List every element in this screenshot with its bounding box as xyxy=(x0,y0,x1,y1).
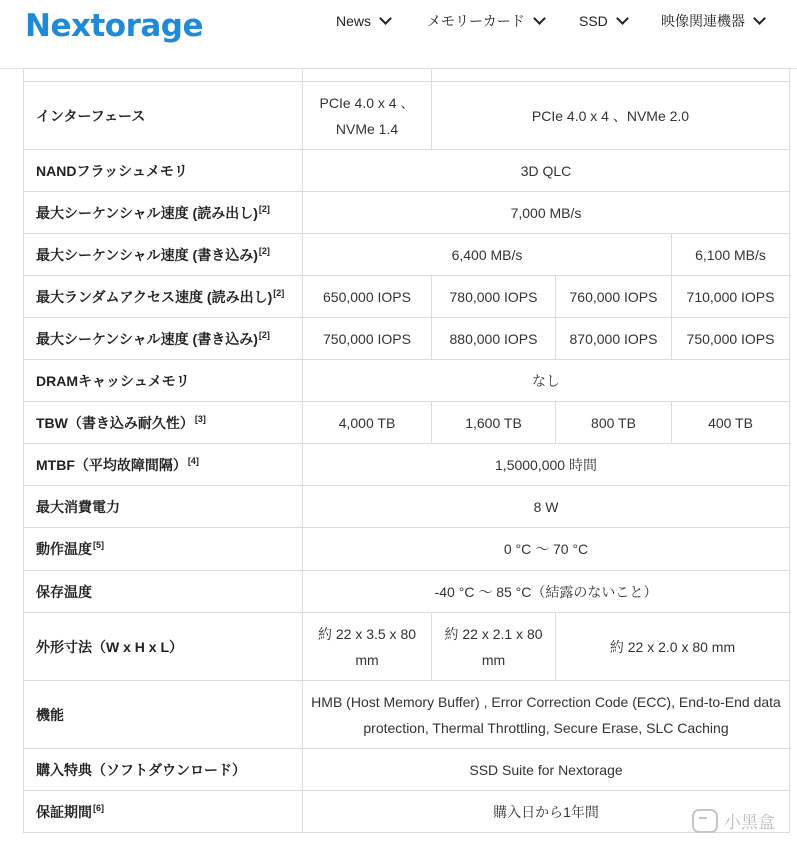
chevron-down-icon xyxy=(753,12,766,25)
footnote-link[interactable]: [2] xyxy=(258,203,270,214)
table-row xyxy=(24,82,790,150)
warranty-label xyxy=(24,791,303,833)
seq-read-value: 7,000 MB/s xyxy=(303,192,790,234)
table-row xyxy=(24,402,790,444)
rand-write-value: 750,000 IOPS xyxy=(672,318,790,360)
table-row xyxy=(24,444,790,486)
rand-read-value: 760,000 IOPS xyxy=(556,276,672,318)
op-temp-value: 0 °C ～ 70 °C xyxy=(303,528,790,571)
features-label: 機能 xyxy=(24,681,303,749)
op-temp-label xyxy=(24,528,303,571)
footnote-link[interactable]: [3] xyxy=(194,413,206,424)
table-row xyxy=(24,486,790,528)
table-row xyxy=(24,360,790,402)
rand-write-value: 870,000 IOPS xyxy=(556,318,672,360)
nav-video-equipment-label: 映像関連機器 xyxy=(661,13,745,29)
mtbf-label xyxy=(24,444,303,486)
rand-write-value: 750,000 IOPS xyxy=(303,318,432,360)
spec-table xyxy=(23,68,790,833)
footnote-link[interactable]: [2] xyxy=(258,245,270,256)
power-label: 最大消費電力 xyxy=(24,486,303,528)
nextorage-logo[interactable]: Nextorage xyxy=(25,8,204,44)
rand-write-label-text: 最大シーケンシャル速度 (書き込み) xyxy=(36,330,258,347)
dram-label: DRAMキャッシュメモリ xyxy=(24,360,303,402)
nav-ssd[interactable] xyxy=(579,11,627,31)
footnote-link[interactable]: [2] xyxy=(273,287,285,298)
rand-write-value: 880,000 IOPS xyxy=(432,318,556,360)
table-row xyxy=(24,234,790,276)
nav-news[interactable] xyxy=(336,11,390,31)
seq-write-label xyxy=(24,234,303,276)
dimensions-value-1: 約 22 x 3.5 x 80 mm xyxy=(303,613,432,681)
rand-read-label xyxy=(24,276,303,318)
nand-value: 3D QLC xyxy=(303,150,790,192)
nav-ssd-label: SSD xyxy=(579,13,608,29)
table-row xyxy=(24,749,790,791)
table-cell xyxy=(24,69,303,82)
footnote-link[interactable]: [5] xyxy=(93,540,104,550)
heybox-logo-icon xyxy=(692,809,718,833)
seq-write-value-b: 6,100 MB/s xyxy=(672,234,790,276)
storage-temp-label: 保存温度 xyxy=(24,571,303,613)
mtbf-label-text: MTBF（平均故障間隔） xyxy=(36,456,187,473)
table-row xyxy=(24,69,790,82)
bonus-value: SSD Suite for Nextorage xyxy=(303,749,790,791)
rand-read-label-text: 最大ランダムアクセス速度 (読み出し) xyxy=(36,288,273,305)
watermark-text: 小黑盒 xyxy=(724,813,775,832)
bonus-label: 購入特典（ソフトダウンロード） xyxy=(24,749,303,791)
seq-write-value-a: 6,400 MB/s xyxy=(303,234,672,276)
nav-news-label: News xyxy=(336,13,372,29)
nand-label: NANDフラッシュメモリ xyxy=(24,150,303,192)
dimensions-label: 外形寸法（W x H x L） xyxy=(24,613,303,681)
table-cell xyxy=(432,69,790,82)
op-temp-label-text: 動作温度 xyxy=(36,541,92,557)
dram-value: なし xyxy=(303,360,790,402)
interface-value-1: PCIe 4.0 x 4 、NVMe 1.4 xyxy=(303,82,432,150)
nav-memory-card-label: メモリーカード xyxy=(427,13,525,29)
nav-memory-card[interactable] xyxy=(427,11,544,31)
watermark xyxy=(692,808,775,833)
seq-read-label-text: 最大シーケンシャル速度 (読み出し) xyxy=(36,204,258,221)
table-row xyxy=(24,613,790,681)
tbw-value: 4,000 TB xyxy=(303,402,432,444)
site-header xyxy=(0,0,797,69)
rand-read-value: 780,000 IOPS xyxy=(432,276,556,318)
table-row xyxy=(24,571,790,613)
features-value: HMB (Host Memory Buffer) , Error Correction Code (ECC), End-to-End data protection, Thermal Throttling, Secure Erase, SLC Caching xyxy=(303,681,790,749)
table-row xyxy=(24,276,790,318)
table-row xyxy=(24,318,790,360)
tbw-value: 800 TB xyxy=(556,402,672,444)
chevron-down-icon xyxy=(533,12,546,25)
dimensions-value-3: 約 22 x 2.0 x 80 mm xyxy=(556,613,790,681)
warranty-value: 購入日から1年間 xyxy=(303,791,790,833)
table-cell xyxy=(303,69,432,82)
footnote-link[interactable]: [4] xyxy=(187,455,199,466)
chevron-down-icon xyxy=(616,12,629,25)
footnote-link[interactable]: [6] xyxy=(93,802,104,813)
table-row xyxy=(24,791,790,833)
tbw-value: 1,600 TB xyxy=(432,402,556,444)
tbw-label-text: TBW（書き込み耐久性） xyxy=(36,414,194,431)
chevron-down-icon xyxy=(379,12,392,25)
interface-label: インターフェース xyxy=(24,82,303,150)
nav-video-equipment[interactable] xyxy=(661,11,764,31)
dimensions-value-2: 約 22 x 2.1 x 80 mm xyxy=(432,613,556,681)
seq-read-label xyxy=(24,192,303,234)
warranty-label-text: 保証期間 xyxy=(36,803,92,820)
rand-read-value: 650,000 IOPS xyxy=(303,276,432,318)
tbw-label xyxy=(24,402,303,444)
interface-value-2: PCIe 4.0 x 4 、NVMe 2.0 xyxy=(432,82,790,150)
footnote-link[interactable]: [2] xyxy=(258,329,270,340)
storage-temp-value: -40 °C ～ 85 °C（結露のないこと） xyxy=(303,571,790,613)
tbw-value: 400 TB xyxy=(672,402,790,444)
rand-write-label xyxy=(24,318,303,360)
table-row xyxy=(24,150,790,192)
table-row xyxy=(24,528,790,571)
power-value: 8 W xyxy=(303,486,790,528)
table-row xyxy=(24,192,790,234)
table-row xyxy=(24,681,790,749)
seq-write-label-text: 最大シーケンシャル速度 (書き込み) xyxy=(36,246,258,263)
mtbf-value: 1,5000,000 時間 xyxy=(303,444,790,486)
rand-read-value: 710,000 IOPS xyxy=(672,276,790,318)
